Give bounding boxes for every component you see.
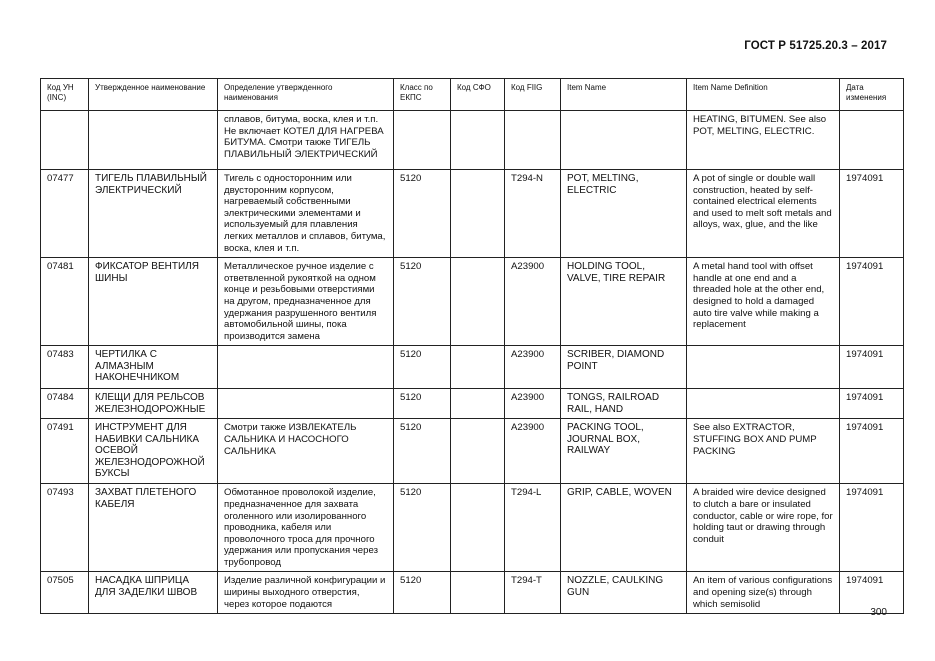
cell-class: 5120 [394,170,451,258]
cell-item-definition: A braided wire device designed to clutch a bare or insulated conductor, cable or wire rope, for holding taut or drawing through conduit [687,484,840,572]
cell-name: ТИГЕЛЬ ПЛАВИЛЬНЫЙ ЭЛЕКТРИЧЕСКИЙ [89,170,218,258]
cell-inc: 07483 [41,346,89,389]
cell-definition: Смотри также ИЗВЛЕКАТЕЛЬ САЛЬНИКА И НАСОСНОГО САЛЬНИКА [218,419,394,484]
cell-item-name: PACKING TOOL, JOURNAL BOX, RAILWAY [561,419,687,484]
cell-sfo [451,572,505,614]
cell-item-definition: An item of various configurations and opening size(s) through which semisolid [687,572,840,614]
cell-item-definition [687,389,840,419]
cell-fiig: A23900 [505,389,561,419]
cell-item-definition: See also EXTRACTOR, STUFFING BOX AND PUMP PACKING [687,419,840,484]
cell-date: 1974091 [840,258,904,346]
cell-fiig [505,111,561,170]
cell-name: ИНСТРУМЕНТ ДЛЯ НАБИВКИ САЛЬНИКА ОСЕВОЙ ЖЕЛЕЗНОДОРОЖНОЙ БУКСЫ [89,419,218,484]
cell-inc: 07505 [41,572,89,614]
cell-item-name: SCRIBER, DIAMOND POINT [561,346,687,389]
cell-item-name: HOLDING TOOL, VALVE, TIRE REPAIR [561,258,687,346]
cell-name: КЛЕЩИ ДЛЯ РЕЛЬСОВ ЖЕЛЕЗНОДОРОЖНЫЕ [89,389,218,419]
cell-fiig: A23900 [505,346,561,389]
cell-date: 1974091 [840,484,904,572]
cell-name: ЧЕРТИЛКА С АЛМАЗНЫМ НАКОНЕЧНИКОМ [89,346,218,389]
cell-definition: Металлическое ручное изделие с ответвленной рукояткой на одном конце и резьбовыми отверстиями на другом, предназначенное для удержания разрушенного вентиля автомобильной шины, пока производится замена [218,258,394,346]
header-fiig: Код FIIG [505,79,561,111]
cell-sfo [451,419,505,484]
cell-inc [41,111,89,170]
cell-class: 5120 [394,258,451,346]
cell-sfo [451,258,505,346]
cell-class: 5120 [394,572,451,614]
catalog-table [40,78,904,614]
cell-item-definition: A metal hand tool with offset handle at one end and a threaded hole at the other end, designed to hold a damaged auto tire valve while making a replacement [687,258,840,346]
header-definition: Определение утвержденного наименования [218,79,394,111]
cell-date: 1974091 [840,389,904,419]
cell-date: 1974091 [840,170,904,258]
header-item-name: Item Name [561,79,687,111]
cell-item-name: GRIP, CABLE, WOVEN [561,484,687,572]
table-row [41,484,904,572]
table-row [41,258,904,346]
table-row [41,419,904,484]
cell-item-name: TONGS, RAILROAD RAIL, HAND [561,389,687,419]
page-number: 300 [870,607,887,618]
table-row [41,346,904,389]
table-header-row [41,79,904,111]
header-item-definition: Item Name Definition [687,79,840,111]
header-date: Дата изменения [840,79,904,111]
cell-sfo [451,484,505,572]
cell-inc: 07477 [41,170,89,258]
cell-inc: 07484 [41,389,89,419]
cell-class: 5120 [394,389,451,419]
cell-class [394,111,451,170]
cell-fiig: A23900 [505,258,561,346]
cell-item-definition: A pot of single or double wall construction, heated by self-contained electrical elements and used to melt soft metals and alloys, wax, glue, and the like [687,170,840,258]
cell-definition [218,346,394,389]
cell-definition [218,389,394,419]
cell-class: 5120 [394,484,451,572]
cell-inc: 07491 [41,419,89,484]
cell-sfo [451,111,505,170]
table-row [41,170,904,258]
cell-item-definition [687,346,840,389]
cell-definition: сплавов, битума, воска, клея и т.п. Не включает КОТЕЛ ДЛЯ НАГРЕВА БИТУМА. Смотри также ТИГЕЛЬ ПЛАВИЛЬНЫЙ ЭЛЕКТРИЧЕСКИЙ [218,111,394,170]
cell-sfo [451,170,505,258]
cell-inc: 07493 [41,484,89,572]
cell-name [89,111,218,170]
cell-definition: Обмотанное проволокой изделие, предназначенное для захвата оголенного или изолированного проводника, кабеля или проволочного троса для прочного удержания или пропускания через трубопровод [218,484,394,572]
cell-definition: Тигель с односторонним или двусторонним корпусом, нагреваемый собственными электрическими элементами и используемый для плавления легких металлов и сплавов, битума, воска, клея и т.п. [218,170,394,258]
cell-item-name: POT, MELTING, ELECTRIC [561,170,687,258]
cell-item-name [561,111,687,170]
header-sfo: Код СФО [451,79,505,111]
cell-fiig: A23900 [505,419,561,484]
document-title: ГОСТ Р 51725.20.3 – 2017 [744,40,887,52]
cell-class: 5120 [394,346,451,389]
cell-name: ФИКСАТОР ВЕНТИЛЯ ШИНЫ [89,258,218,346]
cell-class: 5120 [394,419,451,484]
cell-date: 1974091 [840,419,904,484]
header-inc: Код УН (INC) [41,79,89,111]
cell-item-definition: HEATING, BITUMEN. See also POT, MELTING, ELECTRIC. [687,111,840,170]
cell-date [840,111,904,170]
cell-fiig: T294-L [505,484,561,572]
table-row [41,572,904,614]
cell-name: ЗАХВАТ ПЛЕТЕНОГО КАБЕЛЯ [89,484,218,572]
cell-fiig: T294-T [505,572,561,614]
table-row [41,111,904,170]
cell-definition: Изделие различной конфигурации и ширины выходного отверстия, через которое подаются [218,572,394,614]
header-class: Класс по ЕКПС [394,79,451,111]
table-row [41,389,904,419]
cell-date: 1974091 [840,346,904,389]
header-approved-name: Утвержденное наименование [89,79,218,111]
cell-fiig: T294-N [505,170,561,258]
cell-inc: 07481 [41,258,89,346]
cell-item-name: NOZZLE, CAULKING GUN [561,572,687,614]
cell-sfo [451,346,505,389]
cell-name: НАСАДКА ШПРИЦА ДЛЯ ЗАДЕЛКИ ШВОВ [89,572,218,614]
cell-sfo [451,389,505,419]
cell-date: 1974091 [840,572,904,614]
